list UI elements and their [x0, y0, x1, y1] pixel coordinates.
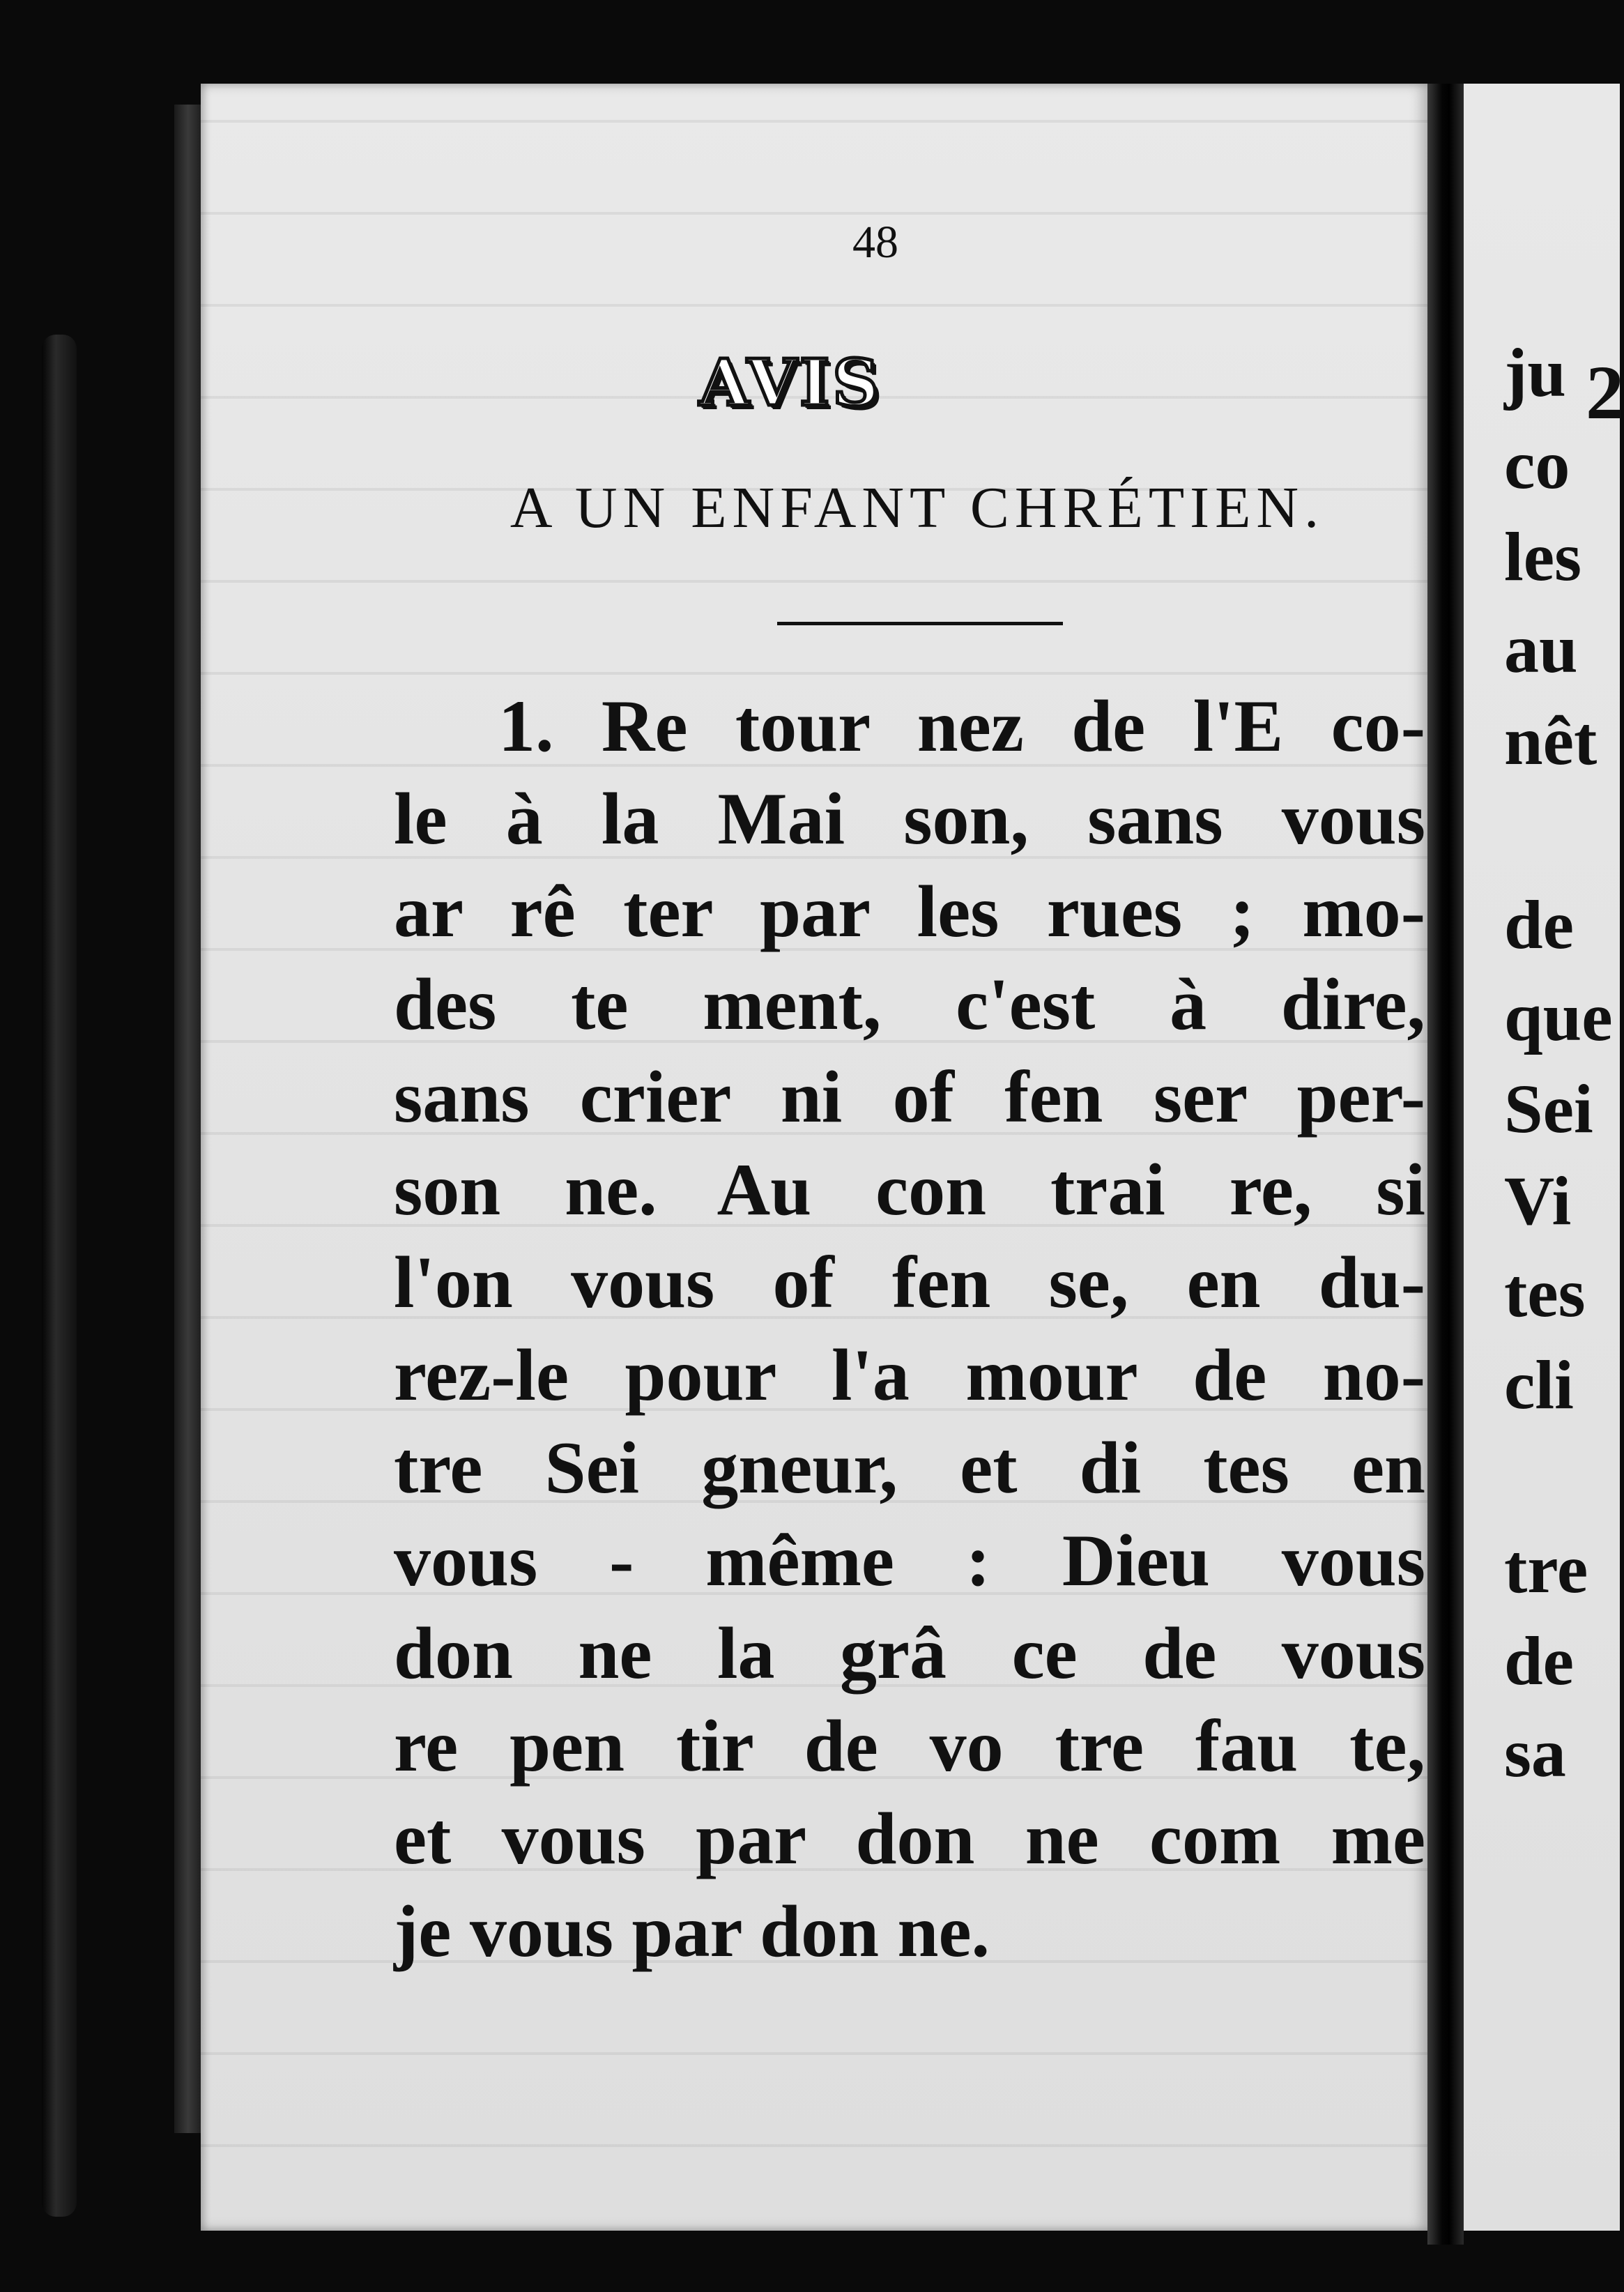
book-gutter [1427, 84, 1464, 2245]
text-line: vous - même : Dieu vous [394, 1520, 1425, 1601]
text-fragment: de [1504, 886, 1574, 963]
text-line: ar rê ter par les rues ; mo- [394, 871, 1425, 952]
text-line: tre Sei gneur, et di tes en [394, 1427, 1425, 1508]
text-line: et vous par don ne com me [394, 1798, 1425, 1879]
text-fragment: de [1504, 1622, 1574, 1699]
text-line: rez-le pour l'a mour de no- [394, 1334, 1425, 1416]
text-fragment: au [1504, 610, 1578, 687]
text-line: le à la Mai son, sans vous [394, 778, 1425, 860]
page-subtitle: A UN ENFANT CHRÉTIEN. [510, 475, 1325, 540]
text-fragment: Vi [1504, 1162, 1572, 1239]
text-fragment: cli [1504, 1346, 1574, 1423]
text-fragment [1504, 788, 1613, 880]
text-line: je vous par don ne. [394, 1890, 990, 1972]
body-paragraph [394, 680, 1425, 1978]
book-spine-edge [42, 335, 77, 2217]
text-fragment: co [1504, 426, 1570, 503]
text-fragment: Sei [1504, 1070, 1593, 1147]
text-line: son ne. Au con trai re, si [394, 1149, 1425, 1230]
page-number: 48 [852, 217, 898, 268]
text-fragment: sa [1504, 1714, 1566, 1791]
text-line: don ne la grâ ce de vous [394, 1612, 1425, 1694]
text-line: des te ment, c'est à dire, [394, 963, 1425, 1045]
text-line: re pen tir de vo tre fau te, [394, 1705, 1425, 1787]
page-title: AVIS [699, 345, 882, 420]
text-fragment [1504, 1432, 1613, 1524]
text-line: 1. Re tour nez de l'E co- [498, 685, 1425, 767]
text-fragment: les [1504, 518, 1582, 595]
text-line: l'on vous of fen se, en du- [394, 1242, 1425, 1323]
text-fragment: nêt [1504, 702, 1598, 779]
text-fragment: tes [1504, 1254, 1586, 1331]
page-stack-edge [174, 105, 202, 2133]
text-fragment: tre [1504, 1530, 1588, 1607]
text-line: sans crier ni of fen ser per- [394, 1056, 1425, 1138]
next-page-text-fragments [1504, 328, 1613, 1800]
text-fragment: que [1504, 978, 1613, 1055]
text-fragment: ju [1504, 334, 1566, 411]
next-page-number-fragment: 2 [1586, 350, 1624, 435]
title-rule [777, 622, 1063, 625]
